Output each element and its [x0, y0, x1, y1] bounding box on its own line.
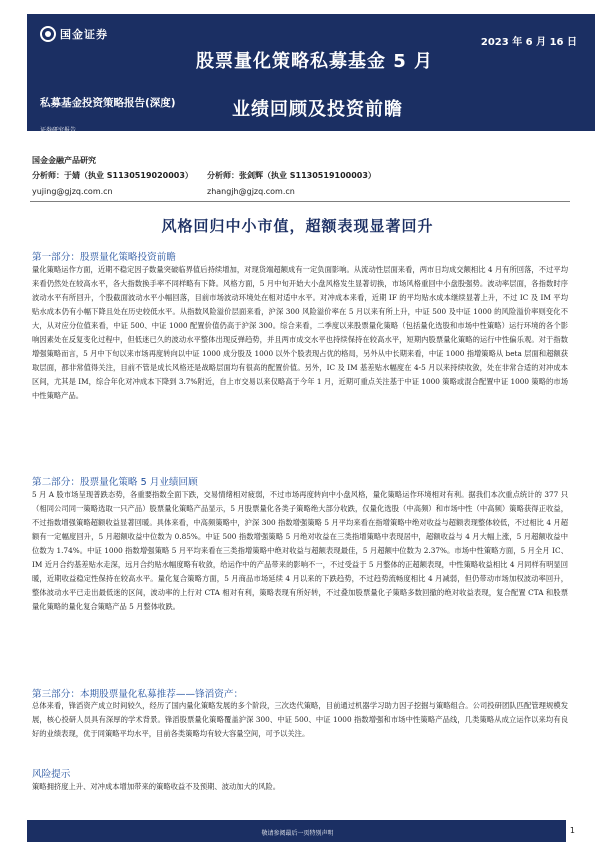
- section-3-body: 总体来看，锋滔资产成立时间较久，经历了国内量化策略发展的多个阶段，三次迭代策略，目前通过机器学习助力因子挖掘与策略组合。公司投研团队匹配管理规模发展，核心投研人员具有深厚的学术背景。锋滔股票量化策略覆盖沪深 300、中证 500、中证 1000 指数增强和市场中性策略产品线，几类策略从成立运作以来均有良好的业绩表现，优于同策略平均水平，目前各类策略均有较大容量空间，可予以关注。: [32, 701, 568, 738]
- analyst-2-name: 分析师：张剑辉（执业 S1130519100003）: [207, 171, 376, 180]
- section-1-body: 量化策略运作方面，近期不稳定因子数量突破临界值后持续增加，对现货端超额成有一定负面影响。从流动性层面来看，两市日均成交额相比 4 月有所回落，不过平均来看仍然处在较高水平，各大指数换手率不同样略有下降。风格方面，5 月中旬开始大小盘风格发生显著切换，市场风格重回中小盘股强势。波动率层面，各指数时序波动水平有所回升，个股截面波动水平小幅回落，目前市场波动环境处在相对适中水平。对冲成本来看，近期 IF 的平均贴水成本继续显著上升，不过 IC 及 IM 平均贴水成本仍有小幅下降且处在历史较低水平。从指数风险溢价层面来看，沪深 300 风险溢价率在 5 月以来有所上升，中证 500 及中证 1000 的风险溢价率则变化不大，从对应分位值来看，中证 500、中证 1000 配置价值仍高于沪深 300。综合来看，二季度以来股票量化策略（包括量化选股和市场中性策略）运行环境的各个影响因素处在反复变化过程中，但低迷已久的波动水平整体出现反弹趋势，并且两市成交水平也持续保持在较高水平，短期内股票量化策略的运行中性偏乐观。对于指数增强策略而言，5 月中下旬以来市场再度转向以中证 1000 成分股及 1000 以外个股表现占优的格局，另外从中长期来看，中证 1000 指增策略从 beta 层面和超额获取层面，都非常值得关注，目前不管是成长风格还是战略层面均有很高的配置价值。另外，IC 及 IM 基差贴水幅度在 4-5 月以来持续收敛，处在非常合适的对冲成本区间，尤其是 IM，综合年化对冲成本下降到 3.7%附近，自上市交易以来仅略高于今年 1 月，近期可重点关注基于中证 1000 策略或混合配置中证 1000 策略的市场中性策略产品。: [32, 265, 568, 400]
- authors-divider: [30, 201, 570, 202]
- risk-section-title: 风险提示: [32, 769, 71, 780]
- risk-section-body: 策略拥挤度上升、对冲成本增加带来的策略收益不及预期、波动加大的风险。: [32, 782, 281, 791]
- section-3-title: 第三部分：本期股票量化私募推荐——锋滔资产：: [32, 689, 244, 700]
- section-1-title: 第一部分：股票量化策略投资前瞻: [32, 252, 176, 263]
- key-headline: 风格回归中小市值，超额表现显著回升: [161, 217, 434, 235]
- analyst-1-email[interactable]: yujing@gjzq.com.cn: [32, 187, 113, 196]
- analyst-1-name: 分析师：于婧（执业 S1130519020003）: [32, 171, 193, 180]
- section-2-title: 第二部分：股票量化策略 5 月业绩回顾: [32, 477, 198, 488]
- research-institute: 国金金融产品研究: [32, 156, 96, 165]
- section-2-body: 5 月 A 股市场呈现普跌态势，各重要指数全面下跌，交易情绪相对疲弱，不过市场再度转向中小盘风格，量化策略运作环境相对有利。据我们本次重点统计的 377 只（相同公司同一策略选取一只产品）股票量化策略产品显示，5 月股票量化各类子策略绝大部分收跌，仅量化选股（中高频）和市场中性（中高频）策略获得正收益，不过指数增强策略超额收益显著回暖。具体来看，中高频策略中，沪深 300 指数增强策略 5 月平均来看在指增策略中绝对收益与超额表现整体较低，不过相比 4 月超额有一定幅度回升，5 月超额收益中位数为 0.85%。中证 500 指数增强策略 5 月绝对收益在三类指增策略中表现居中，超额收益与 4 月大幅上涨，5 月超额收益中位数为 1.74%。中证 1000 指数增强策略 5 月平均来看在三类指增策略中绝对收益与超额表现最佳，5 月超额中位数为 2.37%。市场中性策略方面，5 月全月 IC、IM 近月合约基差贴水走深，远月合约贴水幅度略有收敛，给运作中的产品带来的影响不一，不过受益于 5 月整体的正超额表现，中性策略收益相比 4 月同样有明显回暖，近期收益稳定性保持在较高水平。量化复合策略方面，5 月商品市场延续 4 月以来的下跌趋势，不过趋势流畅度相比 4 月减弱，但仍带动市场加权波动率回升，整体波动水平已走出最低迷的区间，波动率的上行对 CTA 相对有利，策略表现有所好转，不过叠加股票量化子策略多数回撤的绝对收益表现，复合配置 CTA 和股票量化策略的量化复合策略产品 5 月整体收跌。: [32, 490, 568, 611]
- footer-disclaimer: 敬请参阅最后一页特别声明: [261, 830, 334, 837]
- report-title-line2: 业绩回顾及投资前瞻: [232, 99, 403, 120]
- page-number: 1: [569, 826, 575, 835]
- analyst-2-email[interactable]: zhangjh@gjzq.com.cn: [207, 187, 295, 196]
- brand-logo-icon: [40, 26, 56, 42]
- report-type: 私募基金投资策略报告(深度): [40, 97, 176, 109]
- report-date: 2023 年 6 月 16 日: [480, 37, 577, 48]
- report-title-line1: 股票量化策略私募基金 5 月: [196, 51, 434, 72]
- brand-logo-text: 国金证券: [60, 28, 108, 41]
- report-subcategory: 证券研究报告: [40, 127, 77, 134]
- brand-logo: [40, 26, 108, 42]
